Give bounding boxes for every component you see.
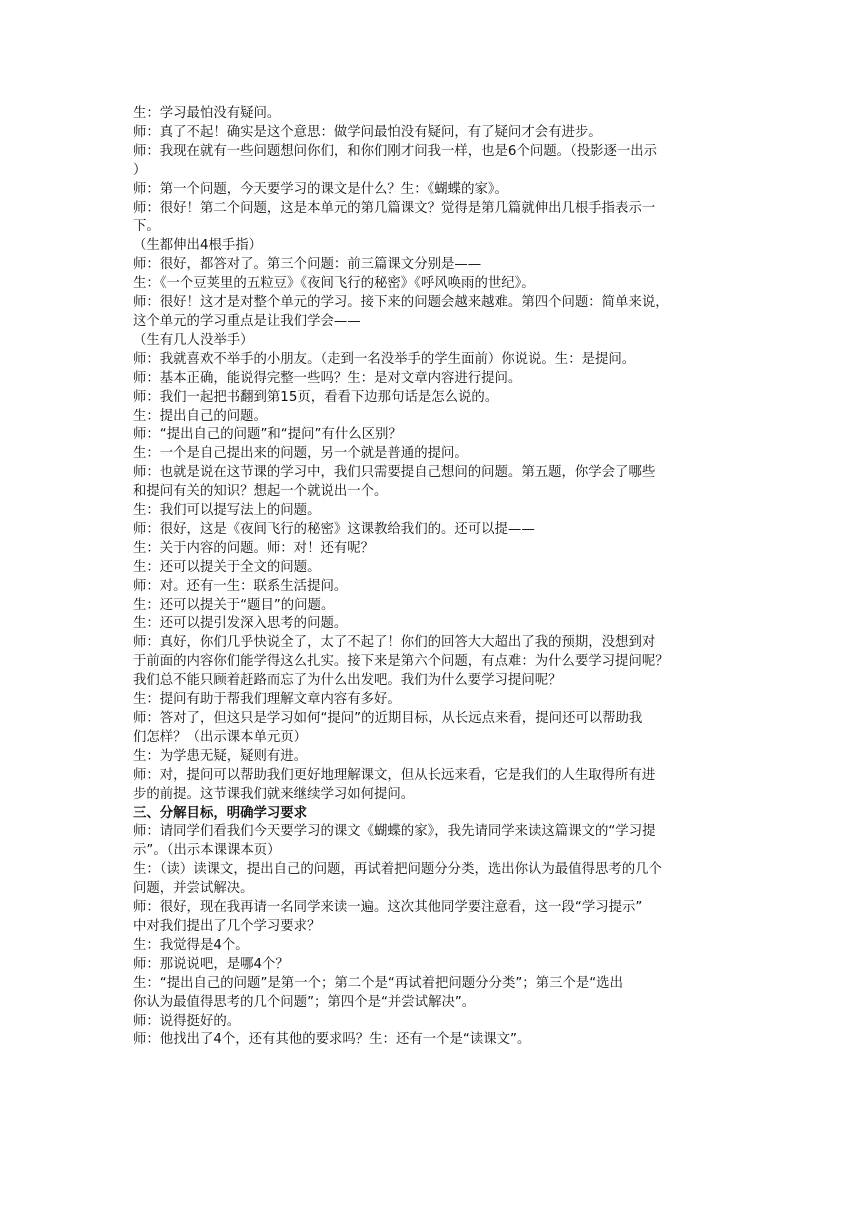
text-line: 生：为学患无疑，疑则有进。	[133, 748, 308, 764]
text-line: （生都伸出4根手指）	[133, 238, 263, 254]
text-line: 师：那说说吧，是哪4个？	[133, 956, 289, 972]
text-line: 和提问有关的知识？想起一个就说出一个。	[133, 484, 388, 500]
text-line: ）	[133, 162, 147, 178]
text-line: 生：学习最怕没有疑问。	[133, 106, 281, 121]
text-line: 师：请同学们看我们今天要学习的课文《蝴蝶的家》，我先请同学来读这篇课文的“学习提	[133, 824, 656, 840]
text-line: 师：“提出自己的问题”和“提问”有什么区别？	[133, 427, 402, 443]
text-line: 生：我觉得是4个。	[133, 937, 249, 953]
text-line: 师：他找出了4个，还有其他的要求吗？生：还有一个是“读课文”。	[133, 1032, 531, 1048]
text-line: 生：我们可以提写法上的问题。	[133, 503, 321, 519]
text-line: 师：很好，现在我再请一名同学来读一遍。这次其他同学要注意看，这一段“学习提示”	[133, 900, 643, 916]
text-line: 师：很好，这是《夜间飞行的秘密》这课教给我们的。还可以提——	[133, 521, 535, 537]
text-line: 师：第一个问题，今天要学习的课文是什么？生：《蝴蝶的家》。	[133, 181, 508, 197]
text-line: 师：我就喜欢不举手的小朋友。（走到一名没举手的学生面前）你说说。生：是提问。	[133, 351, 636, 367]
text-line: 步的前提。这节课我们就来继续学习如何提问。	[133, 786, 415, 802]
text-line: 师：很好！第二个问题，这是本单元的第几篇课文？觉得是第几篇就伸出几根手指表示一	[133, 200, 656, 216]
text-line: 生：提出自己的问题。	[133, 408, 267, 424]
text-line: 师：对，提问可以帮助我们更好地理解课文，但从长远来看，它是我们的人生取得所有进	[133, 767, 656, 783]
text-line: 师：答对了，但这只是学习如何“提问”的近期目标，从长远点来看，提问还可以帮助我	[133, 711, 643, 726]
text-line: 生：提问有助于帮我们理解文章内容有多好。	[133, 692, 401, 708]
text-line: 师：很好，都答对了。第三个问题：前三篇课文分别是——	[133, 257, 482, 273]
text-line: 你认为最值得思考的几个问题”；第四个是“并尝试解决”。	[133, 994, 476, 1010]
text-line: 于前面的内容你们能学得这么扎实。接下来是第六个问题，有点难：为什么要学习提问呢？	[133, 654, 669, 670]
text-line: 下。	[133, 219, 160, 235]
text-line: 师：基本正确，能说得完整一些吗？生：是对文章内容进行提问。	[133, 370, 522, 386]
text-line: 师：对。还有一生：联系生活提问。	[133, 578, 348, 594]
text-line: 我们总不能只顾着赶路而忘了为什么出发吧。我们为什么要学习提问呢？	[133, 673, 562, 689]
section-heading: 三、分解目标，明确学习要求	[133, 805, 308, 821]
text-line: 师：说得挺好的。	[133, 1013, 241, 1029]
text-line: 生：“提出自己的问题”是第一个；第二个是“再试着把问题分分类”；第三个是“选出	[133, 975, 623, 991]
text-line: 们怎样？（出示课本单元页）	[133, 729, 308, 745]
document-page	[133, 105, 745, 1050]
text-line: 师：真好，你们几乎快说全了，太了不起了！你们的回答大大超出了我的预期，没想到对	[133, 635, 656, 651]
text-line: 生：还可以提关于全文的问题。	[133, 559, 321, 575]
text-line: 这个单元的学习重点是让我们学会——	[133, 313, 361, 329]
text-line: 师：也就是说在这节课的学习中，我们只需要提自己想问的问题。第五题，你学会了哪些	[133, 465, 656, 481]
text-line: 问题，并尝试解决。	[133, 881, 254, 897]
text-line: 师：真了不起！确实是这个意思：做学问最怕没有疑问，有了疑问才会有进步。	[133, 124, 602, 140]
text-line: 生：一个是自己提出来的问题，另一个就是普通的提问。	[133, 446, 468, 462]
text-line: 师：很好！这才是对整个单元的学习。接下来的问题会越来越难。第四个问题：简单来说，	[133, 295, 669, 311]
text-line: 生：还可以提引发深入思考的问题。	[133, 616, 348, 632]
text-line: 示”。（出示本课课本页）	[133, 843, 281, 859]
text-line: 生：《一个豆荚里的五粒豆》《夜间飞行的秘密》《呼风唤雨的世纪》。	[133, 276, 535, 292]
text-line: 中对我们提出了几个学习要求？	[133, 918, 321, 934]
text-line: （生有几人没举手）	[133, 332, 254, 348]
text-line: 师：我现在就有一些问题想问你们，和你们刚才问我一样，也是6个问题。（投影逐一出示	[133, 143, 658, 159]
text-line: 生：关于内容的问题。师：对！还有呢？	[133, 540, 375, 556]
text-line: 生：（读）读课文，提出自己的问题，再试着把问题分分类，选出你认为最值得思考的几个	[133, 862, 662, 878]
text-line: 生：还可以提关于“题目”的问题。	[133, 597, 335, 613]
text-line: 师：我们一起把书翻到第15页，看看下边那句话是怎么说的。	[133, 389, 499, 405]
